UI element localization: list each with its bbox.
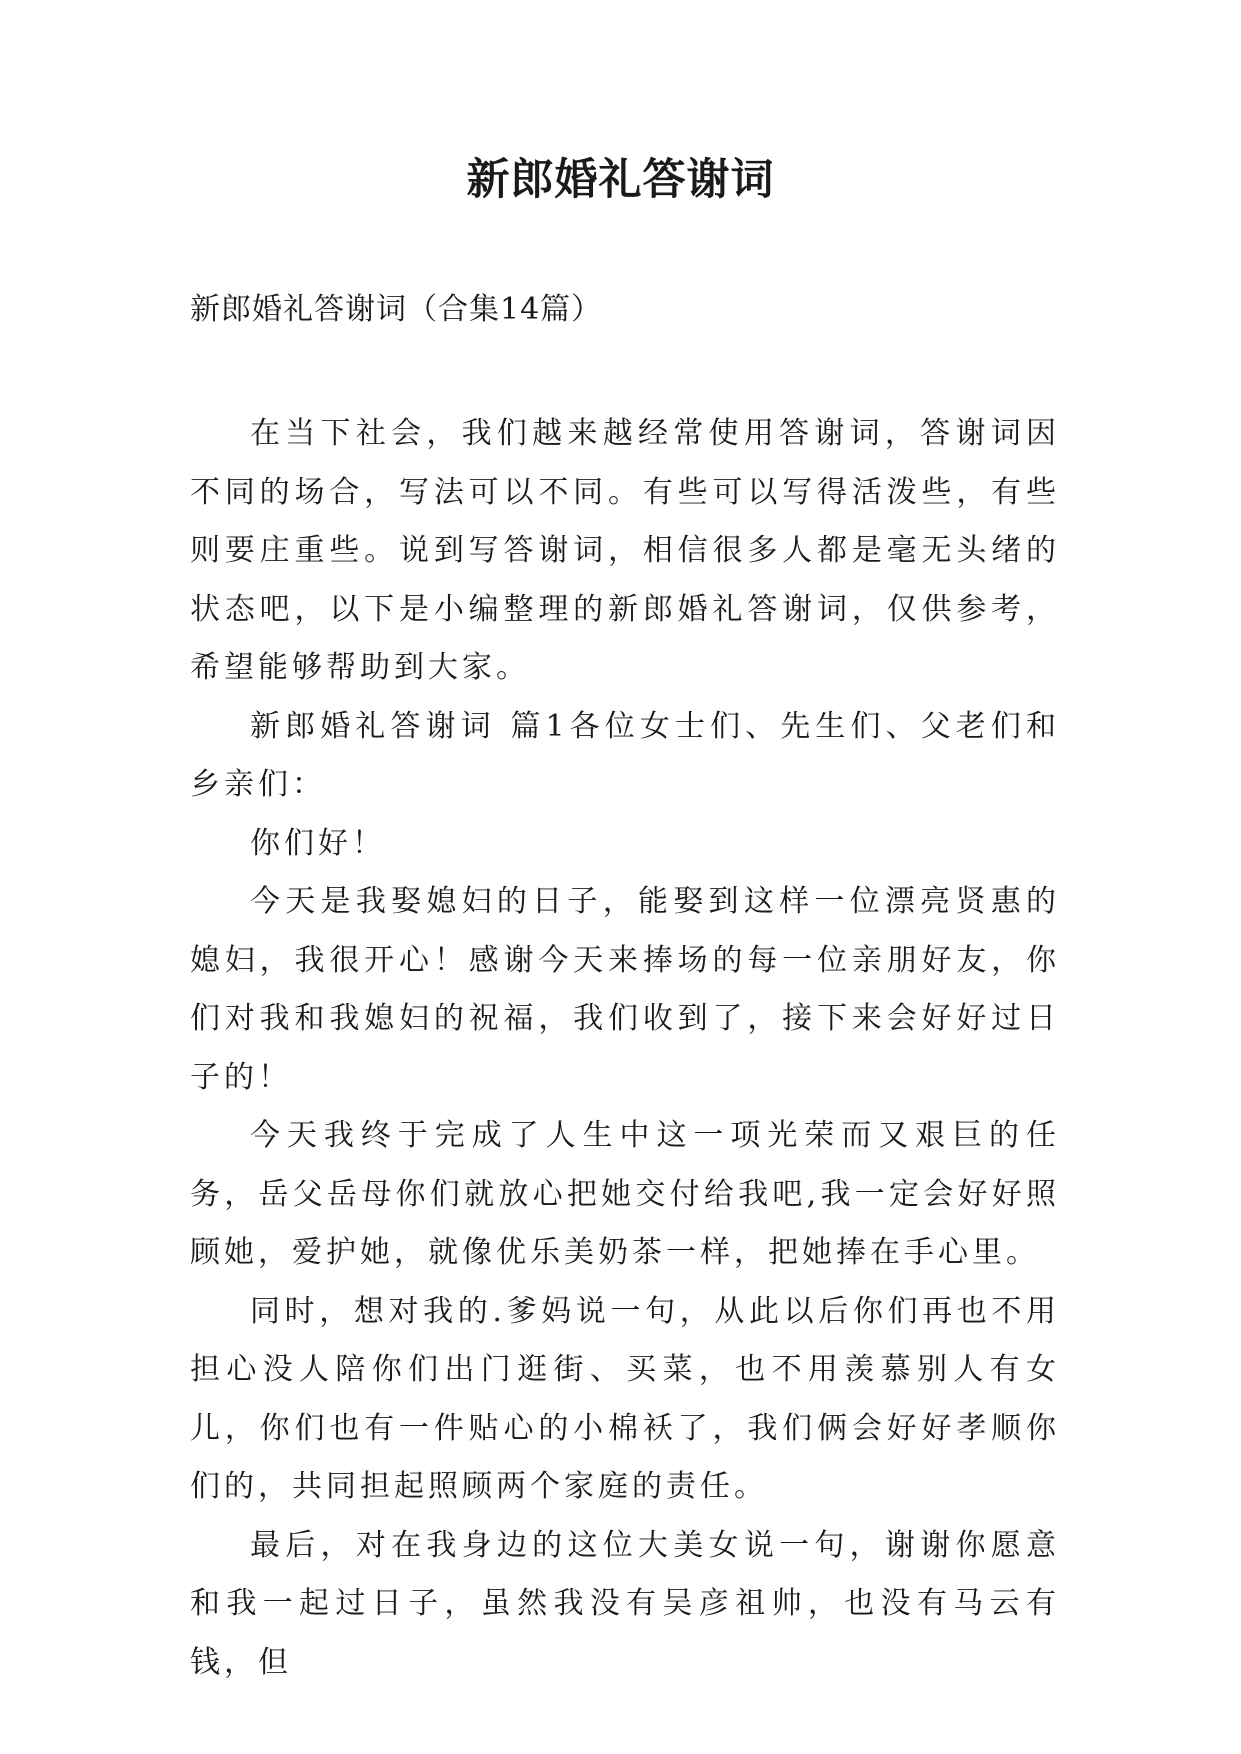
document-title: 新郎婚礼答谢词 <box>466 155 775 205</box>
document-subtitle: 新郎婚礼答谢词（合集14篇） <box>190 292 603 327</box>
paragraph-wedding-day: 今天是我娶媳妇的日子，能娶到这样一位漂亮贤惠的媳妇，我很开心！感谢今天来捧场的每一位亲朋好友，你们对我和我媳妇的祝福，我们收到了，接下来会好好过日子的！ <box>190 884 1060 1095</box>
paragraph-bride: 最后，对在我身边的这位大美女说一句，谢谢你愿意和我一起过日子，虽然我没有吴彦祖帅，也没有马云有钱，但 <box>190 1527 1060 1680</box>
paragraph-greeting-address: 新郎婚礼答谢词 篇1各位女士们、先生们、父老们和乡亲们： <box>190 708 1060 802</box>
paragraph-promise: 今天我终于完成了人生中这一项光荣而又艰巨的任务，岳父岳母你们就放心把她交付给我吧,我一定会好好照顾她，爱护她，就像优乐美奶茶一样，把她捧在手心里。 <box>190 1118 1060 1270</box>
document-body <box>190 405 1060 1692</box>
paragraph-intro: 在当下社会，我们越来越经常使用答谢词，答谢词因不同的场合，写法可以不同。有些可以写得活泼些，有些则要庄重些。说到写答谢词，相信很多人都是毫无头绪的状态吧，以下是小编整理的新郎婚礼答谢词，仅供参考，希望能够帮助到大家。 <box>190 416 1060 685</box>
paragraph-hello: 你们好！ <box>250 825 386 861</box>
paragraph-parents: 同时，想对我的.爹妈说一句，从此以后你们再也不用担心没人陪你们出门逛街、买菜，也不用羡慕别人有女儿，你们也有一件贴心的小棉袄了，我们俩会好好孝顺你们的，共同担起照顾两个家庭的责任。 <box>190 1293 1060 1504</box>
